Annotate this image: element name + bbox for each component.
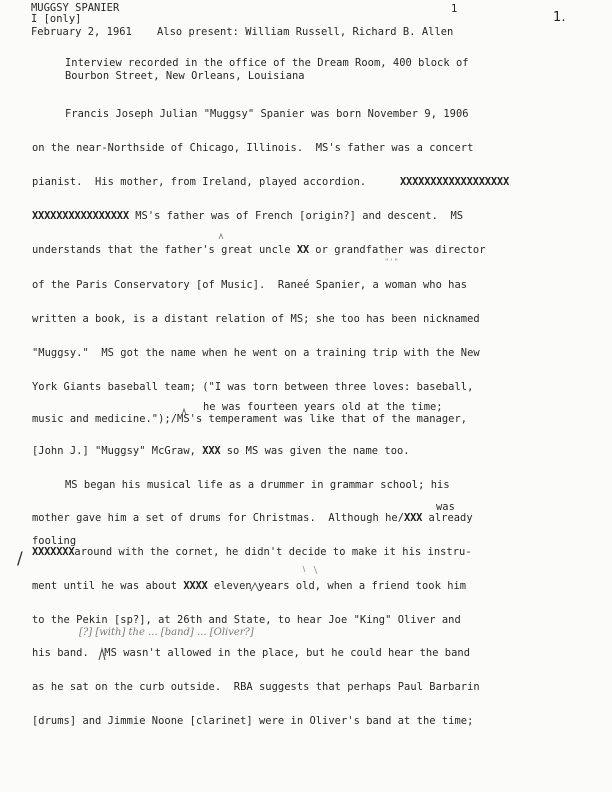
handwritten-annotation: [?] [with] the ... [band] ... [Oliver?]	[79, 627, 254, 638]
body-line-08: "Muggsy." MS got the name when he went on a training trip with the New	[32, 347, 480, 359]
typed-insertion-l10: he was fourteen years old at the time;	[203, 401, 443, 413]
typed-insertion-l14: fooling	[32, 535, 77, 547]
body-line-06: of the Paris Conservatory [of Music]. Raneé Spanier, a woman who has	[32, 279, 468, 291]
location-line-2: Bourbon Street, New Orleans, Louisiana	[65, 70, 305, 82]
struck-text: XXXXXXX	[32, 546, 75, 558]
caret-mark-l10	[182, 409, 186, 415]
body-line-19: [drums] and Jimmie Noone [clarinet] were in Oliver's band at the time;	[32, 715, 474, 727]
body-line-17-text-a: his band.	[32, 647, 89, 659]
body-line-09: York Giants baseball team; ("I was torn between three loves: baseball,	[32, 381, 474, 393]
header-name: MUGGSY SPANIER	[31, 2, 120, 14]
location-line-1: Interview recorded in the office of the Dream Room, 400 block of	[65, 57, 469, 69]
body-line-13-text-b: already	[422, 512, 473, 524]
handwritten-marks-above-l06: " ' "	[385, 258, 398, 266]
body-line-07: written a book, is a distant relation of MS; she too has been nicknamed	[32, 313, 480, 325]
margin-insertion-mark: /	[17, 549, 23, 569]
caret-mark-l17	[99, 649, 105, 660]
struck-text: XXX	[404, 512, 423, 524]
body-line-02: on the near-Northside of Chicago, Illinois. MS's father was a concert	[32, 142, 474, 154]
body-line-12: MS began his musical life as a drummer in grammar school; his	[65, 479, 450, 491]
header-reel: I [only]	[31, 13, 82, 25]
body-line-15-text-a: ment until he was about	[32, 580, 184, 592]
struck-text: XXXX	[183, 580, 208, 592]
body-line-10: music and medicine.");/MS's temperament was like that of the manager,	[32, 413, 468, 425]
body-line-15-text-b: eleven years old, when a friend took him	[207, 580, 467, 592]
body-line-14-text: around with the cornet, he didn't decide to make it his instru-	[74, 546, 472, 558]
struck-text: XXXXXXXXXXXXXXXX	[32, 210, 129, 222]
body-line-05-text-b: or grandfather was director	[308, 244, 486, 256]
tick-marks-l15	[303, 566, 317, 574]
body-line-11-text-a: [John J.] "Muggsy" McGraw,	[32, 445, 203, 457]
header-page-number: 1	[451, 3, 458, 15]
caret-mark-l15	[251, 583, 259, 591]
typed-insertion-l13: was	[436, 501, 455, 513]
body-line-13-text-a: mother gave him a set of drums for Christmas. Although he/	[32, 512, 405, 524]
header-also-present: Also present: William Russell, Richard B. Allen	[157, 26, 454, 38]
caret-mark-l05	[219, 234, 223, 239]
body-line-11-text-b: so MS was given the name too.	[220, 445, 410, 457]
body-line-03-text: pianist. His mother, from Ireland, played accordion.	[32, 176, 367, 188]
struck-text: XXX	[202, 445, 221, 457]
struck-text: XXXXXXXXXXXXXXXXXX	[400, 176, 510, 188]
corner-page-number: 1.	[553, 10, 566, 25]
body-line-16: to the Pekin [sp?], at 26th and State, to hear Joe "King" Oliver and	[32, 614, 461, 626]
body-line-04-text: MS's father was of French [origin?] and descent. MS	[128, 210, 464, 222]
body-line-01: Francis Joseph Julian "Muggsy" Spanier was born November 9, 1906	[65, 108, 469, 120]
struck-text: XX	[296, 244, 309, 256]
body-line-05-text-a: understands that the father's great uncle	[32, 244, 297, 256]
body-line-18: as he sat on the curb outside. RBA suggests that perhaps Paul Barbarin	[32, 681, 480, 693]
body-line-17-text-b: MS wasn't allowed in the place, but he could hear the band	[98, 647, 471, 659]
header-date: February 2, 1961	[31, 26, 132, 38]
